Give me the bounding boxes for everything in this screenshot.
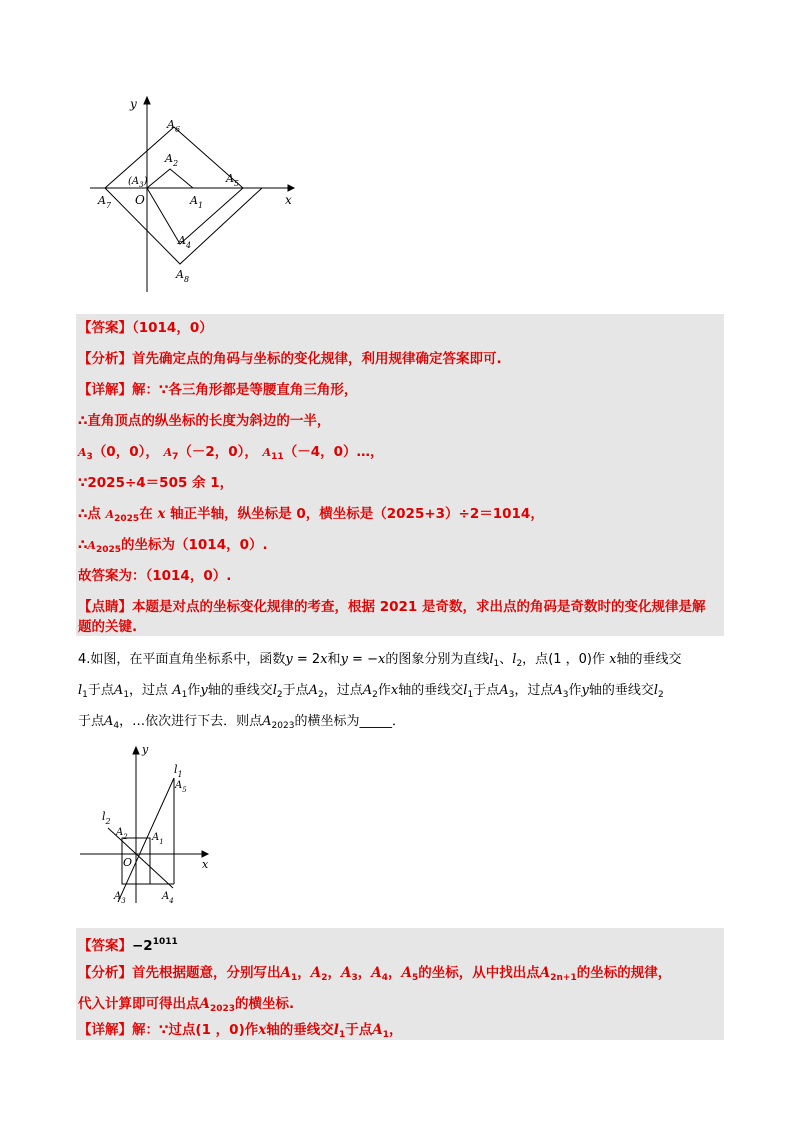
- svg-text:A4: $A_4$: [162, 891, 174, 905]
- svg-text:O: O: [123, 856, 133, 869]
- detail-3-points: $A_3(0$，0）， $A_7(-2$，0）， $A_{11}(-4$，0）…，: [78, 444, 384, 462]
- detail-3-division: ∵2025÷4＝505 余 1，: [78, 475, 234, 491]
- svg-text:A5: $A_5$: [226, 172, 240, 188]
- svg-text:A1: $A_1$: [190, 194, 204, 210]
- answer-4-line: 【答案】$-2^{1011}$: [78, 937, 178, 954]
- svg-text:l2: $l_2$: [102, 810, 111, 826]
- triangle-large: [105, 188, 262, 264]
- question-4-line2: $l_1$于点$A_1$，过点 $A_1$作y轴的垂线交$l_2$于点$A_2$，过点$A_2$作x轴的垂线交$l_1$于点$A_3$，过点$A_3$作y轴的垂线交$l_2$: [78, 683, 664, 700]
- answer-3-restate: 故答案为：（1014，0）.: [78, 568, 232, 584]
- detail-4-line: 【详解】解：∵过点(1 ，0)作x轴的垂线交$l_1$于点$A_1$，: [78, 1022, 403, 1040]
- answer-3-line: 【答案】（1014，0）: [78, 320, 213, 336]
- triangle-small: [147, 169, 193, 188]
- detail-3-line: 【详解】解：∵各三角形都是等腰直角三角形，: [78, 382, 358, 398]
- question-4-line3: 于点$A_4$，…依次进行下去．则点$A_{2023}$的横坐标为_____．: [78, 714, 405, 731]
- svg-text:A4: $A_4$: [178, 234, 192, 250]
- svg-text:l1: $l_1$: [174, 763, 183, 779]
- question-4-line1: 4.如图，在平面直角坐标系中，函数y = 2x和y = −x的图象分别为直线$l_1$、$l_2$，点(1 ，0)作 x轴的垂线交: [78, 652, 682, 669]
- svg-text:O: O: [135, 193, 145, 207]
- svg-text:A2: $A_2$: [165, 152, 179, 168]
- answer-blank[interactable]: _____: [359, 714, 392, 729]
- svg-text:x: x: [202, 858, 209, 871]
- svg-text:y: y: [142, 743, 149, 756]
- svg-text:y: y: [130, 97, 137, 111]
- svg-text:A2: $A_2$: [116, 827, 128, 841]
- svg-text:A3: $A_3$: [114, 891, 126, 905]
- figure-2-diagram: [78, 740, 218, 910]
- svg-text:A1: $A_1$: [152, 832, 164, 846]
- detail-3-conclusion: ∴点 $A_{2025}$在 x 轴正半轴，纵坐标是 0，横坐标是（2025+3）÷2＝1014，: [78, 506, 544, 524]
- svg-text:A6: $A_6$: [167, 118, 181, 134]
- svg-text:x: x: [285, 193, 292, 207]
- figure-1-diagram: [80, 92, 300, 302]
- comment-3-line2: 题的关键.: [78, 619, 138, 635]
- detail-3-final: $\therefore A_{2025}$的坐标为（1014，0）.: [78, 537, 268, 555]
- svg-text:(A3): $(A_3)$: [128, 176, 148, 189]
- analysis-4-line2: 代入计算即可得出点$A_{2023}$的横坐标.: [78, 996, 295, 1014]
- analysis-4-line1: 【分析】首先根据题意，分别写出$A_1$，$A_2$，$A_3$，$A_4$，$A_5$的坐标，从中找出点$A_{2n+1}$的坐标的规律，: [78, 965, 672, 983]
- svg-text:A7: $A_7$: [98, 194, 112, 210]
- detail-3-therefore: ∴直角顶点的纵坐标的长度为斜边的一半，: [78, 413, 331, 429]
- analysis-3-line: 【分析】首先确定点的角码与坐标的变化规律，利用规律确定答案即可.: [78, 351, 502, 367]
- square-medium: [105, 127, 243, 244]
- svg-text:A5: $A_5$: [175, 780, 187, 794]
- svg-text:A8: $A_8$: [176, 268, 190, 284]
- comment-3-line1: 【点睛】本题是对点的坐标变化规律的考查，根据 2021 是奇数，求出点的角码是奇数时的变化规律是解: [78, 599, 706, 615]
